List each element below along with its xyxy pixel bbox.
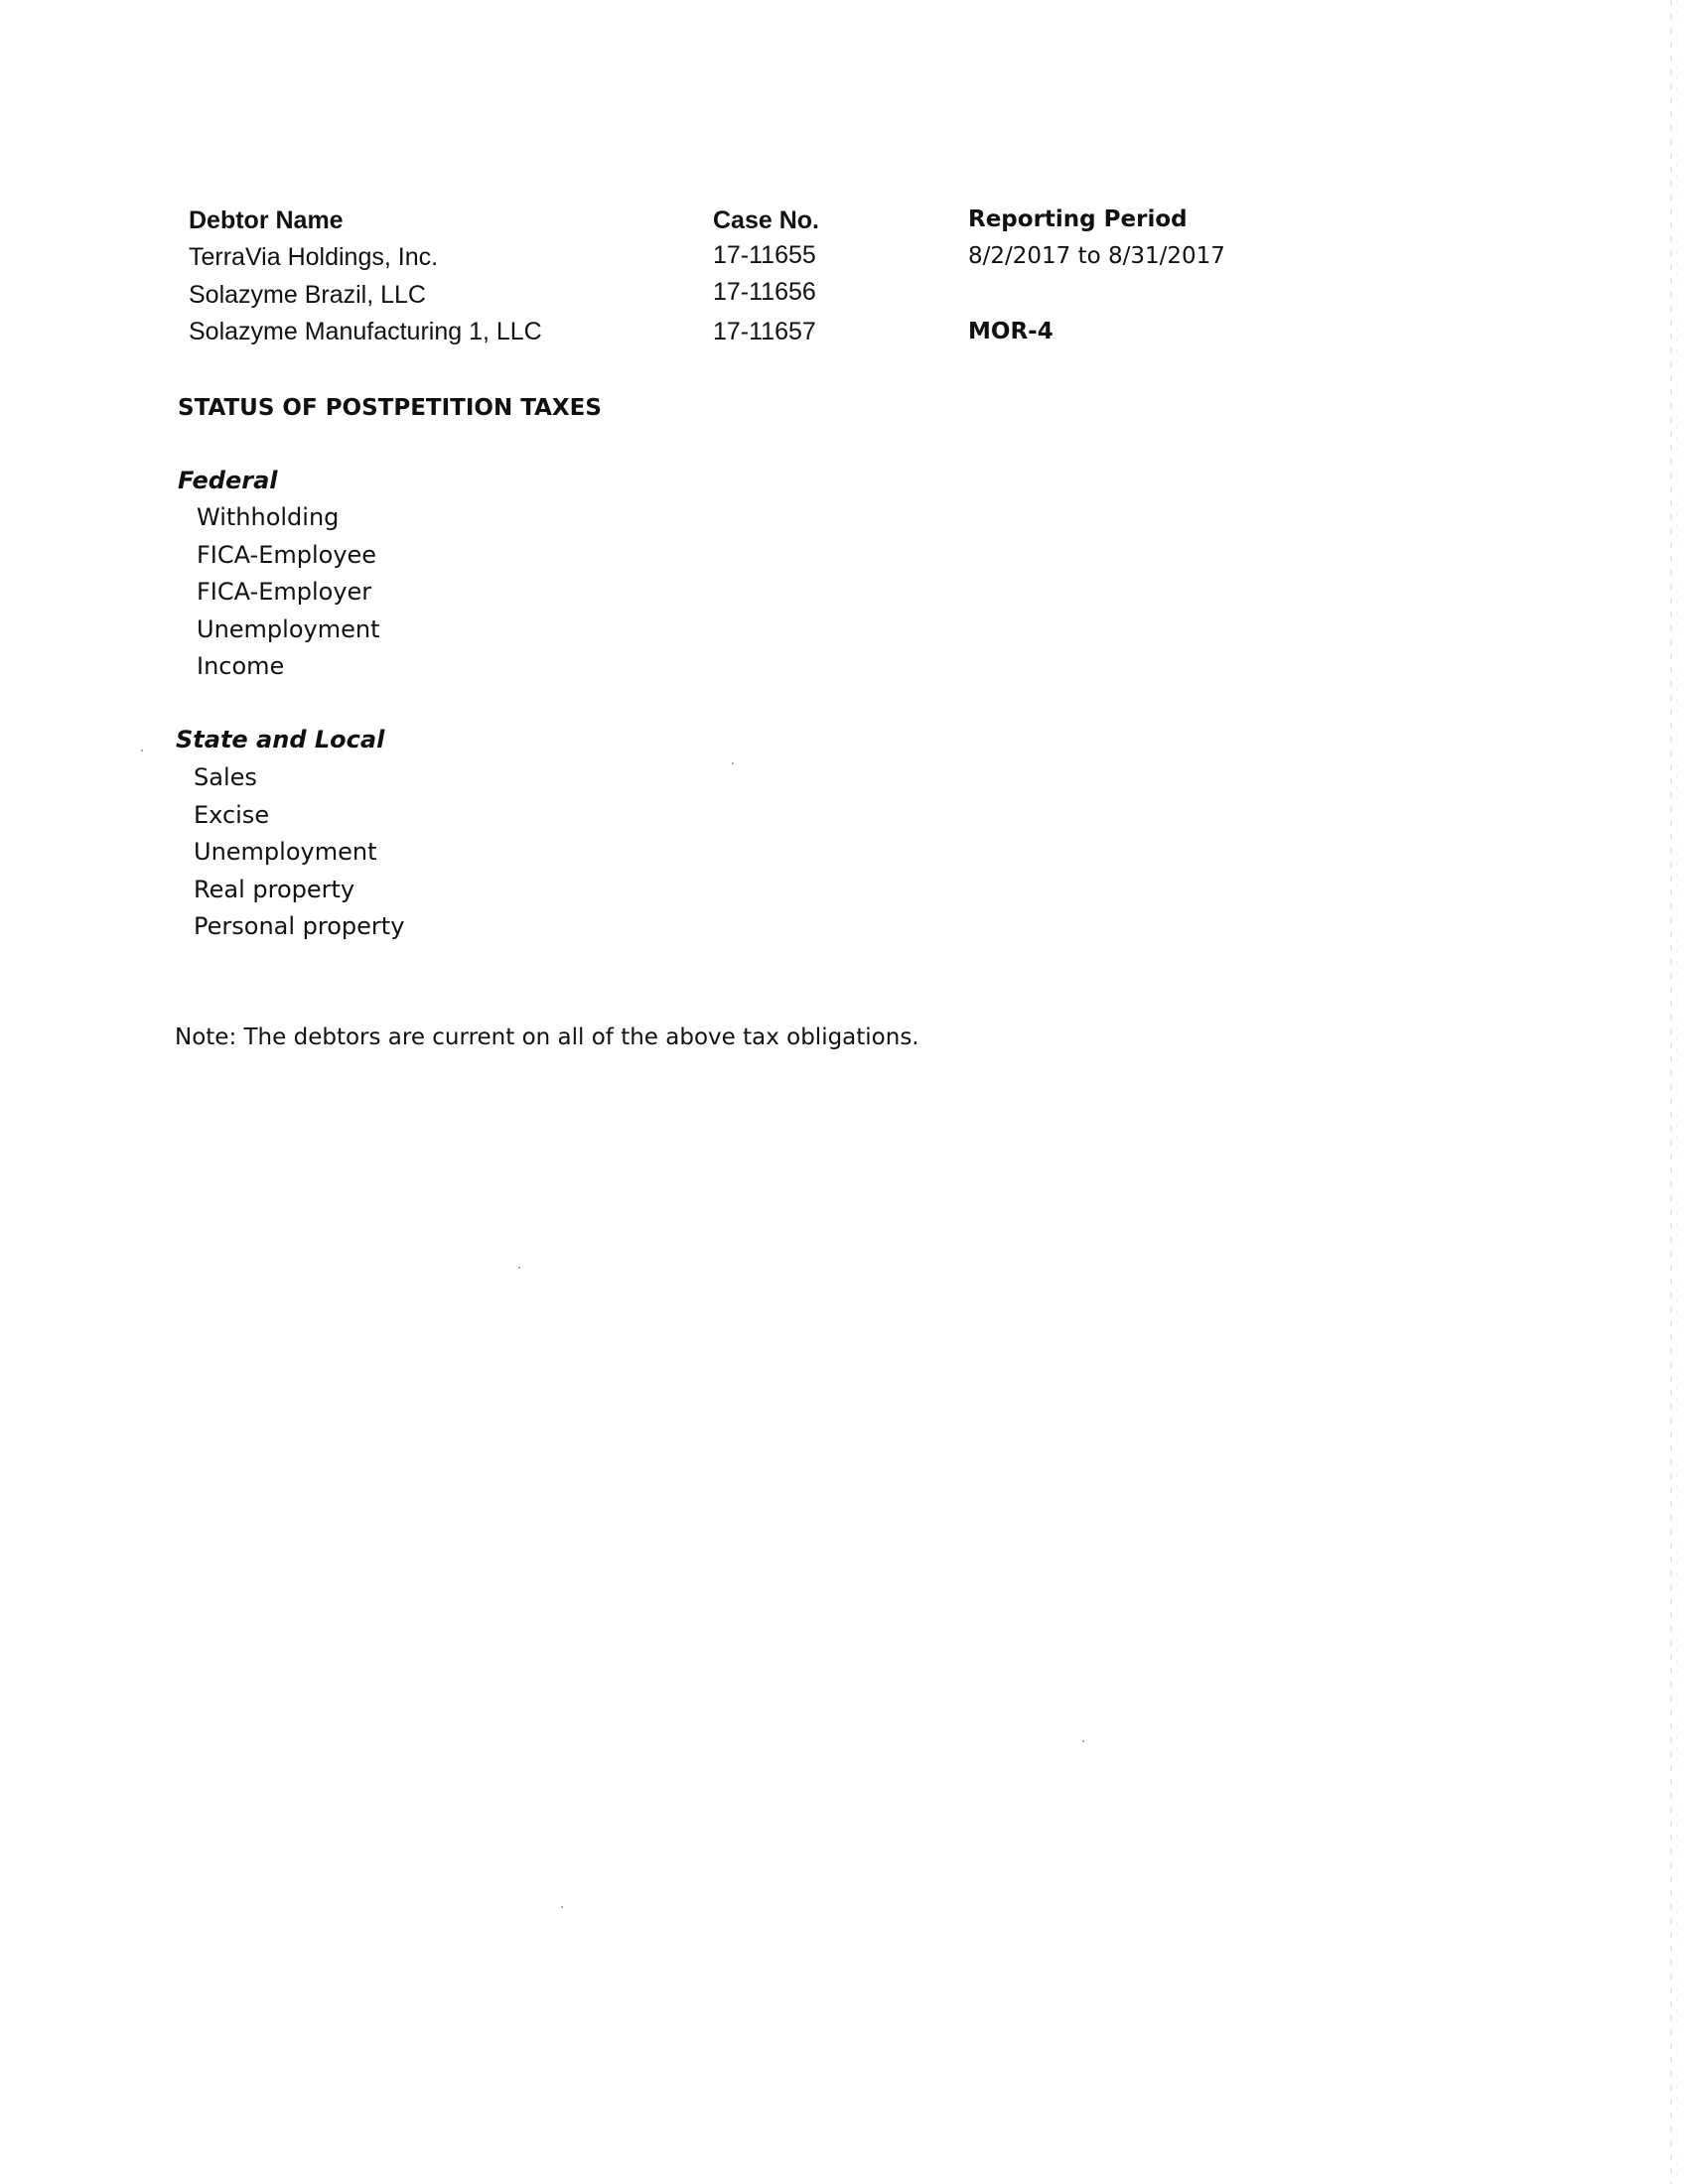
state-local-tax-list: [194, 759, 404, 946]
reporting-period-value: 8/2/2017 to 8/31/2017: [968, 243, 1225, 269]
list-item: Real property: [194, 875, 355, 903]
list-item: Unemployment: [197, 614, 380, 643]
federal-heading: Federal: [178, 467, 278, 494]
list-item: Income: [197, 652, 285, 680]
section-title: STATUS OF POSTPETITION TAXES: [178, 395, 602, 421]
scan-edge-artifact: [1670, 0, 1672, 2184]
debtor-name: Solazyme Brazil, LLC: [189, 281, 426, 309]
debtor-name: TerraVia Holdings, Inc.: [189, 243, 439, 271]
list-item: Personal property: [194, 912, 405, 940]
state-local-heading: State and Local: [176, 726, 385, 753]
scan-edge-artifact: [1676, 0, 1677, 2184]
list-item: FICA-Employer: [197, 578, 372, 606]
debtor-name: Solazyme Manufacturing 1, LLC: [189, 318, 542, 345]
case-no: 17-11657: [713, 318, 816, 345]
scan-speck: [1082, 1740, 1084, 1742]
list-item: Withholding: [197, 503, 340, 531]
case-no-header: Case No.: [713, 206, 819, 234]
case-no: 17-11656: [713, 278, 816, 306]
form-id: MOR-4: [968, 319, 1054, 344]
tax-note: Note: The debtors are current on all of the above tax obligations.: [175, 1024, 919, 1050]
reporting-period-header: Reporting Period: [968, 206, 1188, 232]
list-item: Excise: [194, 800, 270, 829]
scan-speck: [561, 1906, 563, 1908]
scan-speck: [518, 1267, 520, 1269]
list-item: Sales: [194, 763, 257, 791]
case-no: 17-11655: [713, 241, 816, 269]
scan-speck: [732, 762, 734, 764]
list-item: FICA-Employee: [197, 540, 377, 569]
scan-speck: [141, 750, 143, 751]
federal-tax-list: [197, 499, 379, 686]
debtor-name-header: Debtor Name: [189, 206, 344, 234]
list-item: Unemployment: [194, 838, 377, 866]
